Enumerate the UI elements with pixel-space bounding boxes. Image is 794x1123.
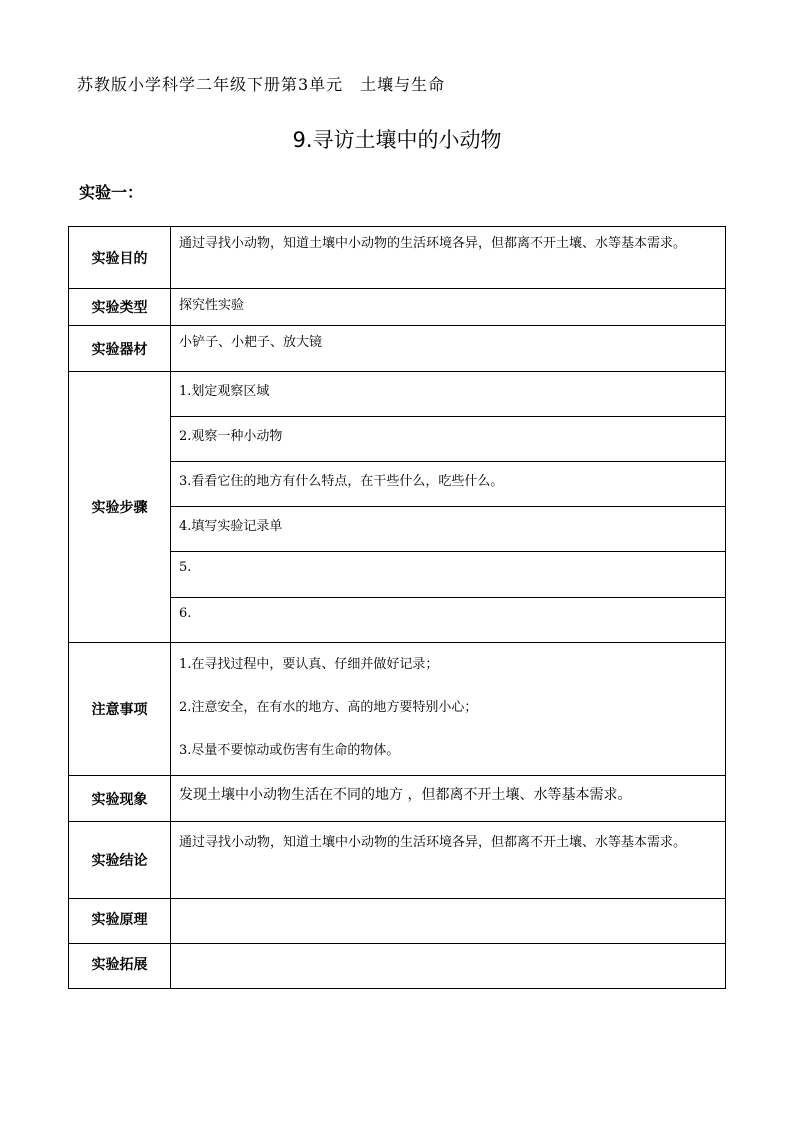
label-purpose: 实验目的 [69,227,171,289]
value-purpose: 通过寻找小动物，知道土壤中小动物的生活环境各异，但都离不开土壤、水等基本需求。 [171,227,726,289]
notes-list [171,643,726,776]
value-phenomenon: 发现土壤中小动物生活在不同的地方 ，但都离不开土壤、水等基本需求。 [171,776,726,822]
row-phenomenon [69,776,726,822]
document-header: 苏教版小学科学二年级下册第3单元 土壤与生命 [77,75,446,94]
section-heading: 实验一： [79,183,144,202]
page-title: 9.寻访土壤中的小动物 [292,128,502,152]
row-type [69,289,726,326]
row-extension [69,944,726,989]
step-item: 6. [171,598,726,643]
row-materials [69,326,726,372]
step-item: 2.观察一种小动物 [171,417,726,462]
label-conclusion: 实验结论 [69,822,171,899]
row-notes [69,643,726,776]
step-item: 4.填写实验记录单 [171,507,726,552]
label-principle: 实验原理 [69,899,171,944]
row-purpose [69,227,726,289]
note-item: 2.注意安全，在有水的地方、高的地方要特别小心； [179,700,478,715]
value-extension [171,944,726,989]
step-item: 5. [171,552,726,598]
step-item: 3.看看它住的地方有什么特点，在干些什么，吃些什么。 [171,462,726,507]
note-item: 3.尽量不要惊动或伤害有生命的物体。 [179,743,400,758]
value-conclusion: 通过寻找小动物，知道土壤中小动物的生活环境各异，但都离不开土壤、水等基本需求。 [171,822,726,899]
row-step-1 [69,372,726,417]
label-steps: 实验步骤 [69,372,171,643]
value-materials: 小铲子、小耙子、放大镜 [171,326,726,372]
experiment-table [68,226,726,989]
step-item: 1.划定观察区域 [171,372,726,417]
row-conclusion [69,822,726,899]
label-phenomenon: 实验现象 [69,776,171,822]
value-principle [171,899,726,944]
value-type: 探究性实验 [171,289,726,326]
label-type: 实验类型 [69,289,171,326]
label-materials: 实验器材 [69,326,171,372]
label-notes: 注意事项 [69,643,171,776]
row-principle [69,899,726,944]
note-item: 1.在寻找过程中，要认真、仔细并做好记录； [179,657,439,672]
label-extension: 实验拓展 [69,944,171,989]
